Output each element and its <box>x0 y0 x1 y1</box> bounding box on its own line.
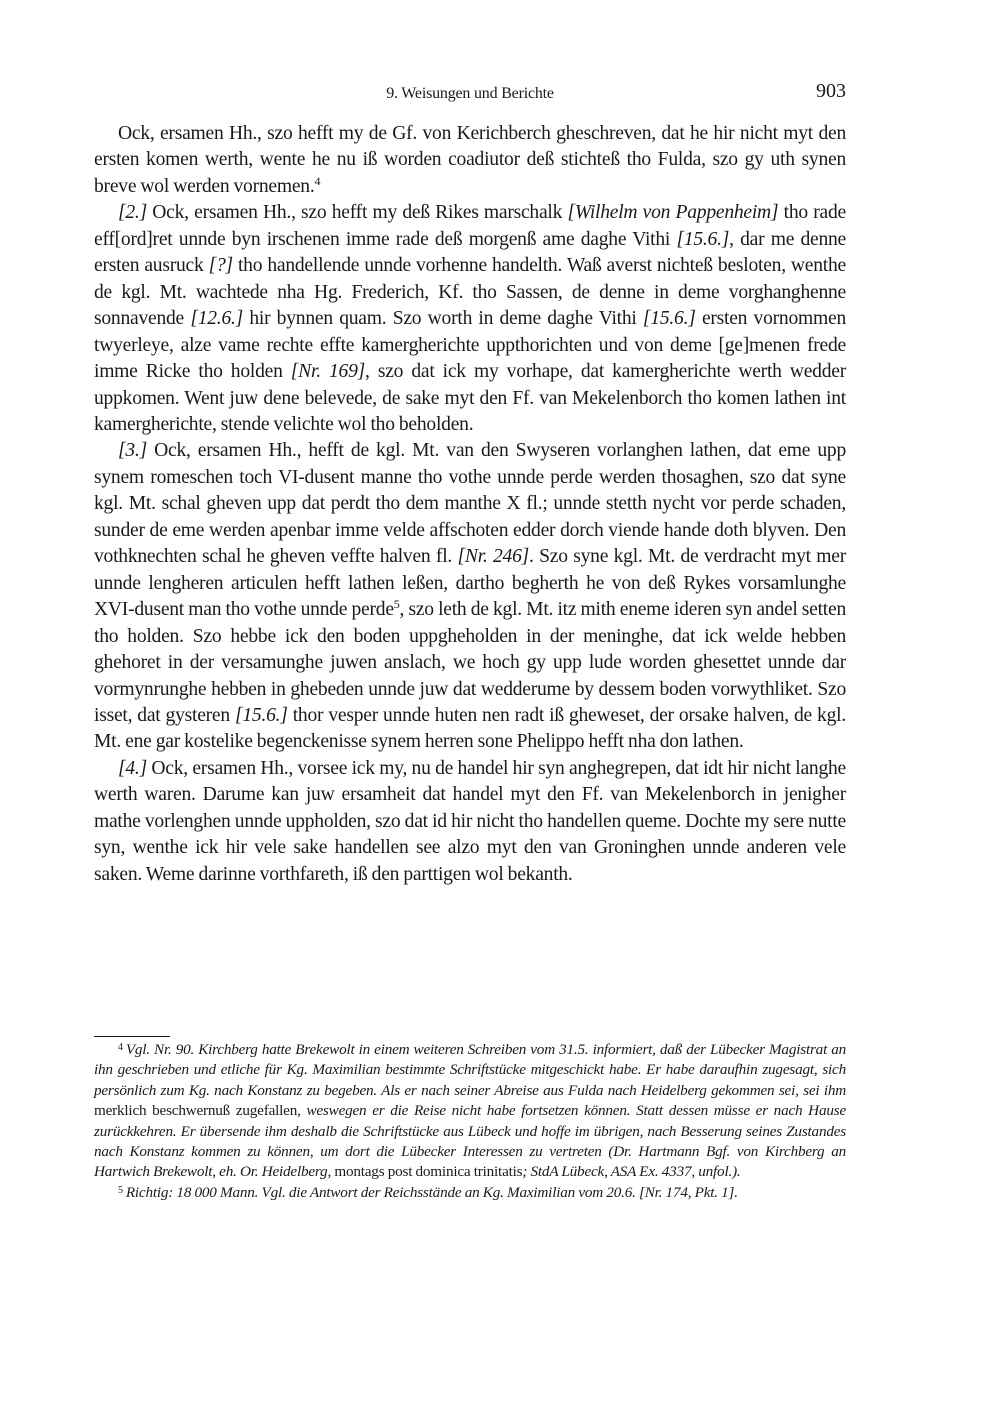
italic-run: [4.] <box>118 757 147 779</box>
footnote-number: 5 <box>118 1184 123 1196</box>
text-run: Ock, ersamen Hh., hefft de kgl. Mt. van den Swyseren vorlanghen lathen, dat eme upp synem romeschen toch VI-dusent manne tho vothe unnde perde werden thosaghen, szo dat syne kgl. Mt. schal gheven upp dat perdt tho dem manthe X fl.; unnde stetth nycht vor perde schaden, sunder de eme werden apenbar imme velde affschoten edder dorch viende hande doth blyven. Den vothknechten schal he gheven veffte halven fl. <box>94 440 846 568</box>
text-run: , szo dat ick my vorhape, dat kamergherichte werth wedder uppkomen. Went juw dene belevede, de sake myt den Ff. van Mekelenborch tho komen lathen int kamergherichte, stende velichte wol tho beholden. <box>94 361 846 435</box>
text-run: ersten vornommen twyerleye, alze vame rechte effte kamergherichte uppthorichten und von deme [ge]menen frede imme Ricke tho holden <box>94 308 846 383</box>
text-run: , dar me denne ersten ausruck <box>94 228 846 277</box>
italic-run: [?] <box>208 255 233 277</box>
italic-run: Vgl. Nr. 90. Kirchberg hatte Brekewolt in einem weiteren Schreiben vom 31.5. informiert, daß der Lübecker Magistrat an ihn geschrieben und etliche für Kg. Maximilian bestimmte Schriftstücke mitgeschickt habe. Er habe daraufhin zugesagt, sich persönlich zum Kg. nach Konstanz zu begeben. Als er nach seiner Abreise aus Fulda nach Heidelberg gekommen sei, sei ihm <box>94 1041 846 1099</box>
italic-run: [12.6.] <box>190 308 244 330</box>
italic-run: [15.6.] <box>642 308 696 330</box>
italic-run: [Wilhelm von Pappenheim] <box>567 202 779 224</box>
italic-run: [15.6.] <box>676 228 730 250</box>
text-run: Ock, ersamen Hh., szo hefft my deß Rikes marschalk <box>146 202 568 224</box>
running-title: 9. Weisungen und Berichte <box>386 85 554 102</box>
italic-run: [Nr. 169] <box>290 361 366 383</box>
text-run: thor vesper unnde huten nen radt iß gheweset, der orsake halven, de kgl. Mt. ene gar kostelike begenckenisse synem herren sone Phelippo hefft nha don lathen. <box>94 704 846 753</box>
footnote-reference: 4 <box>314 173 321 188</box>
main-text <box>94 121 846 888</box>
italic-run: , weswegen er die Reise nicht habe fortsetzen können. Statt dessen müsse er nach Hause zurückkehren. Er übersende ihm deshalb die Schriftstücke aus Lübeck und hoffe im übrigen, nach Besserung seines Zustandes nach Konstanz kommen zu können, um dort die Lübecker Interessen zu vertreten (Dr. Hartmann Bgf. von Kirchberg an Hartwich Brekewolt, eh. Or. Heidelberg, <box>94 1102 846 1181</box>
paragraph <box>94 438 846 755</box>
text-run: Ock, ersamen Hh., vorsee ick my, nu de handel hir syn anghegrepen, dat idt hir nicht langhe werth waren. Darume kan juw ersamheit dat handel myt den Ff. van Mekelenborch in jenigher mathe vorlenghen unnde uppholden, szo dat id hir nicht tho handellen queme. Dochte my sere nutte syn, wenthe ick hir vele sake handellen see alzo myt den van Groninghen unnde anderen vele saken. Weme darinne vorthfareth, iß den parttigen wol bekanth. <box>94 757 846 885</box>
text-run: tho handellende unnde vorhenne handelth. Waß averst nichteß besloten, wenthe de kgl. Mt. wachtede nha Hg. Frederich, Kf. tho Sassen, de denne in deme vorghanghenne sonnavende <box>94 255 846 330</box>
footnote-divider <box>94 1036 170 1037</box>
text-run: . Szo syne kgl. Mt. de verdracht myt mer unnde lengheren articulen hefft lathen leßen, dartho begherth he von deß Rykes vorsamlunghe XVI-dusent man tho vothe unnde perde <box>94 546 846 621</box>
italic-run: ; StdA Lübeck, ASA Ex. 4337, unfol.). <box>522 1163 741 1181</box>
page-number: 903 <box>816 80 846 102</box>
italic-run: [3.] <box>118 440 147 462</box>
text-run: hir bynnen quam. Szo worth in deme daghe Vithi <box>243 308 643 330</box>
paragraph <box>94 200 846 438</box>
text-run: tho rade eff[ord]ret unnde byn irschenen imme rade deß morgenß ame daghe Vithi <box>94 202 846 250</box>
running-header <box>94 80 846 108</box>
footnote <box>94 1040 846 1183</box>
text-run: Ock, ersamen Hh., szo hefft my de Gf. von Kerichberch gheschreven, dat he hir nicht myt den ersten komen werth, wente he nu iß worden coadiutor deß stichteß tho Fulda, szo gy uth synen breve wol werden vornemen. <box>94 123 846 197</box>
footnotes <box>94 1040 846 1203</box>
italic-run: [15.6.] <box>234 704 288 726</box>
text-run: montags post dominica trinitatis <box>334 1163 523 1181</box>
footnote <box>94 1183 846 1203</box>
paragraph <box>94 756 846 888</box>
text-run: , szo leth de kgl. Mt. itz mith eneme ideren syn andel setten tho holden. Szo hebbe ick den boden uppgheholden in der meninghe, dat ick welde hebben ghehoret in der versamunghe juwen anslach, we hoch gy upp lude worden ghesettet unnde dar vormynrunghe hebben in ghebeden unnde juw dat wedderume by dessem boden vorwythliket. Szo isset, dat gysteren <box>94 599 846 726</box>
italic-run: [2.] <box>118 202 147 224</box>
italic-run: [Nr. 246] <box>457 546 530 568</box>
footnote-reference: 5 <box>393 597 400 612</box>
footnote-number: 4 <box>118 1042 123 1053</box>
italic-run: Richtig: 18 000 Mann. Vgl. die Antwort der Reichsstände an Kg. Maximilian vom 20.6. [Nr. 174, Pkt. 1]. <box>125 1183 738 1201</box>
text-run: merklich beschwernuß zugefallen <box>94 1102 298 1120</box>
paragraph <box>94 121 846 200</box>
